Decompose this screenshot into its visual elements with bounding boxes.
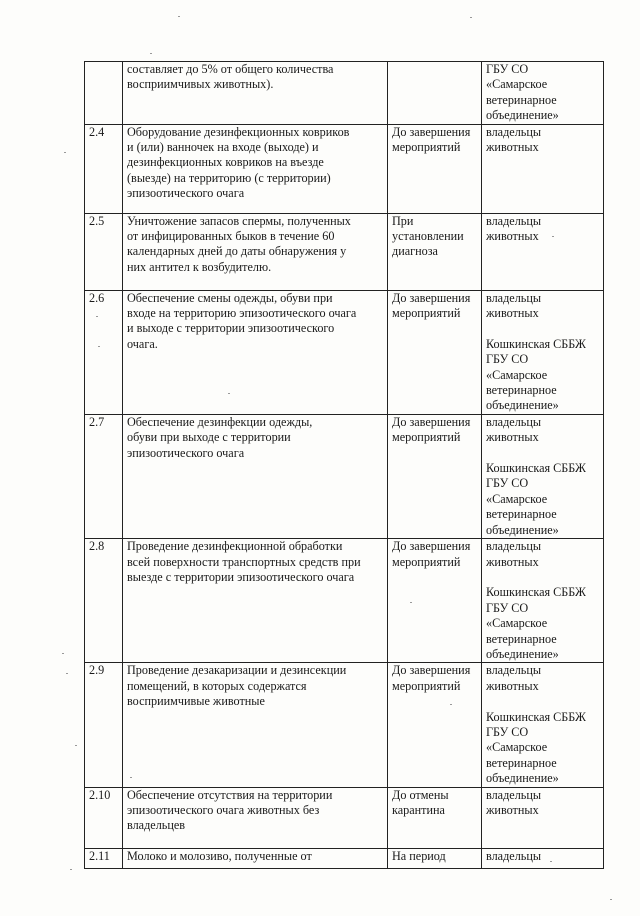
group-spacer xyxy=(486,446,599,461)
description-line: Оборудование дезинфекционных ковриков xyxy=(127,124,350,139)
term-cell xyxy=(388,663,482,787)
responsible-line: «Самарское xyxy=(486,616,548,631)
term-line: установлении xyxy=(392,229,464,244)
responsible-line: животных xyxy=(486,802,539,817)
row-number: 2.7 xyxy=(85,414,123,538)
scan-speck xyxy=(96,316,98,317)
responsible-cell xyxy=(482,663,604,787)
term-line: До завершения xyxy=(392,539,471,554)
term-line: мероприятий xyxy=(392,678,461,693)
description-line: обуви при выходе с территории xyxy=(127,430,291,445)
responsible-line: ветеринарное xyxy=(486,92,557,107)
term-cell xyxy=(388,787,482,848)
description-line: Молоко и молозиво, полученные от xyxy=(127,848,312,863)
responsible-cell xyxy=(482,290,604,414)
responsible-line: ГБУ СО xyxy=(486,476,529,491)
responsible-line: животных xyxy=(486,554,539,569)
term-line: мероприятий xyxy=(392,306,461,321)
responsible-line: владельцы xyxy=(486,290,542,305)
description-line: Обеспечение отсутствия на территории xyxy=(127,787,333,802)
group-spacer xyxy=(486,694,599,709)
term-cell xyxy=(388,62,482,125)
scan-speck xyxy=(62,653,64,654)
row-number: 2.10 xyxy=(85,787,123,848)
responsible-line: объединение» xyxy=(486,398,559,413)
scan-speck xyxy=(610,899,612,900)
responsible-line: Кошкинская СББЖ xyxy=(486,585,586,600)
description-line: владельцев xyxy=(127,818,186,833)
scan-speck xyxy=(410,602,412,603)
term-line: До завершения xyxy=(392,124,471,139)
measure-description xyxy=(123,663,388,787)
term-cell xyxy=(388,290,482,414)
responsible-line: ГБУ СО xyxy=(486,62,529,76)
description-line: и выходе с территории эпизоотического xyxy=(127,321,335,336)
row-number: 2.8 xyxy=(85,539,123,663)
responsible-line: «Самарское xyxy=(486,367,548,382)
responsible-line: животных xyxy=(486,678,539,693)
term-line: До завершения xyxy=(392,663,471,678)
description-line: восприимчивые животные xyxy=(127,694,265,709)
term-line: мероприятий xyxy=(392,554,461,569)
responsible-line: ГБУ СО xyxy=(486,724,529,739)
table-row xyxy=(85,663,604,787)
responsible-line: ветеринарное xyxy=(486,631,557,646)
responsible-line: «Самарское xyxy=(486,77,548,92)
responsible-cell xyxy=(482,124,604,213)
table-row xyxy=(85,787,604,848)
description-line: эпизоотического очага xyxy=(127,445,245,460)
scan-speck xyxy=(98,346,100,347)
responsible-line: владельцы xyxy=(486,213,542,228)
measures-table xyxy=(84,61,604,869)
term-cell xyxy=(388,539,482,663)
measure-description xyxy=(123,62,388,125)
description-line: восприимчивых животных). xyxy=(127,77,274,92)
scan-speck xyxy=(130,777,132,778)
term-line: До завершения xyxy=(392,290,471,305)
term-line: диагноза xyxy=(392,244,438,259)
responsible-line: ГБУ СО xyxy=(486,600,529,615)
responsible-line: владельцы xyxy=(486,663,542,678)
group-spacer xyxy=(486,321,599,336)
description-line: Проведение дезинфекционной обработки xyxy=(127,539,343,554)
description-line: и (или) ванночек на входе (выходе) и xyxy=(127,140,319,155)
term-line: До отмены xyxy=(392,787,449,802)
table-row xyxy=(85,290,604,414)
responsible-cell xyxy=(482,213,604,290)
term-cell xyxy=(388,414,482,538)
description-line: входе на территорию эпизоотического очага xyxy=(127,306,357,321)
responsible-line: объединение» xyxy=(486,771,559,786)
responsible-line: животных xyxy=(486,140,539,155)
responsible-cell xyxy=(482,62,604,125)
responsible-line: животных xyxy=(486,229,539,244)
responsible-line: ветеринарное xyxy=(486,507,557,522)
row-number xyxy=(85,62,123,125)
scan-speck xyxy=(552,236,554,237)
responsible-line: владельцы xyxy=(486,848,542,863)
responsible-line: владельцы xyxy=(486,539,542,554)
description-line: всей поверхности транспортных средств при xyxy=(127,554,361,569)
scan-speck xyxy=(470,17,472,18)
measure-description xyxy=(123,213,388,290)
scan-speck xyxy=(66,673,68,674)
table-row xyxy=(85,539,604,663)
term-line: На период xyxy=(392,848,446,863)
responsible-line: владельцы xyxy=(486,124,542,139)
description-line: них антител к возбудителю. xyxy=(127,259,272,274)
description-line: эпизоотического очага xyxy=(127,186,245,201)
description-line: от инфицированных быков в течение 60 xyxy=(127,229,335,244)
responsible-line: животных xyxy=(486,430,539,445)
description-line: Обеспечение смены одежды, обуви при xyxy=(127,290,333,305)
responsible-line: ГБУ СО xyxy=(486,352,529,367)
table-body xyxy=(85,62,604,869)
measure-description xyxy=(123,414,388,538)
description-line: эпизоотического очага животных без xyxy=(127,802,320,817)
row-number: 2.11 xyxy=(85,848,123,868)
term-line: При xyxy=(392,213,414,228)
responsible-line: объединение» xyxy=(486,646,559,661)
term-line: мероприятий xyxy=(392,140,461,155)
description-line: Уничтожение запасов спермы, полученных xyxy=(127,213,351,228)
scan-speck xyxy=(64,152,66,153)
description-line: (выезде) на территорию (с территории) xyxy=(127,170,331,185)
scan-speck xyxy=(228,393,230,394)
row-number: 2.6 xyxy=(85,290,123,414)
description-line: дезинфекционных ковриков на въезде xyxy=(127,155,324,170)
scan-speck xyxy=(150,53,152,54)
description-line: очага. xyxy=(127,336,158,351)
term-cell xyxy=(388,213,482,290)
description-line: Проведение дезакаризации и дезинсекции xyxy=(127,663,347,678)
responsible-line: животных xyxy=(486,306,539,321)
measure-description xyxy=(123,124,388,213)
responsible-line: ветеринарное xyxy=(486,383,557,398)
responsible-cell xyxy=(482,848,604,868)
scan-speck xyxy=(70,869,72,870)
term-line: мероприятий xyxy=(392,430,461,445)
responsible-line: Кошкинская СББЖ xyxy=(486,336,586,351)
description-line: помещений, в которых содержатся xyxy=(127,678,307,693)
responsible-line: Кошкинская СББЖ xyxy=(486,461,586,476)
scan-speck xyxy=(75,745,77,746)
table-row xyxy=(85,124,604,213)
description-line: выезде с территории эпизоотического очага xyxy=(127,569,355,584)
description-line: Обеспечение дезинфекции одежды, xyxy=(127,414,313,429)
responsible-line: владельцы xyxy=(486,787,542,802)
description-line: составляет до 5% от общего количества xyxy=(127,62,334,76)
responsible-line: объединение» xyxy=(486,522,559,537)
group-spacer xyxy=(486,570,599,585)
scan-speck xyxy=(550,861,552,862)
responsible-line: ветеринарное xyxy=(486,755,557,770)
table-row xyxy=(85,62,604,125)
measure-description xyxy=(123,787,388,848)
description-line: календарных дней до даты обнаружения у xyxy=(127,244,347,259)
responsible-line: владельцы xyxy=(486,414,542,429)
responsible-cell xyxy=(482,539,604,663)
responsible-cell xyxy=(482,787,604,848)
measure-description xyxy=(123,290,388,414)
row-number: 2.9 xyxy=(85,663,123,787)
term-line: До завершения xyxy=(392,414,471,429)
term-cell xyxy=(388,848,482,868)
scan-speck xyxy=(178,16,180,17)
measure-description xyxy=(123,848,388,868)
responsible-line: «Самарское xyxy=(486,491,548,506)
term-line: карантина xyxy=(392,802,445,817)
measure-description xyxy=(123,539,388,663)
responsible-line: объединение» xyxy=(486,108,559,123)
term-cell xyxy=(388,124,482,213)
table-row xyxy=(85,848,604,868)
row-number: 2.4 xyxy=(85,124,123,213)
table-row xyxy=(85,213,604,290)
table-row xyxy=(85,414,604,538)
responsible-line: «Самарское xyxy=(486,740,548,755)
responsible-line: Кошкинская СББЖ xyxy=(486,709,586,724)
responsible-cell xyxy=(482,414,604,538)
scan-speck xyxy=(450,704,452,705)
row-number: 2.5 xyxy=(85,213,123,290)
